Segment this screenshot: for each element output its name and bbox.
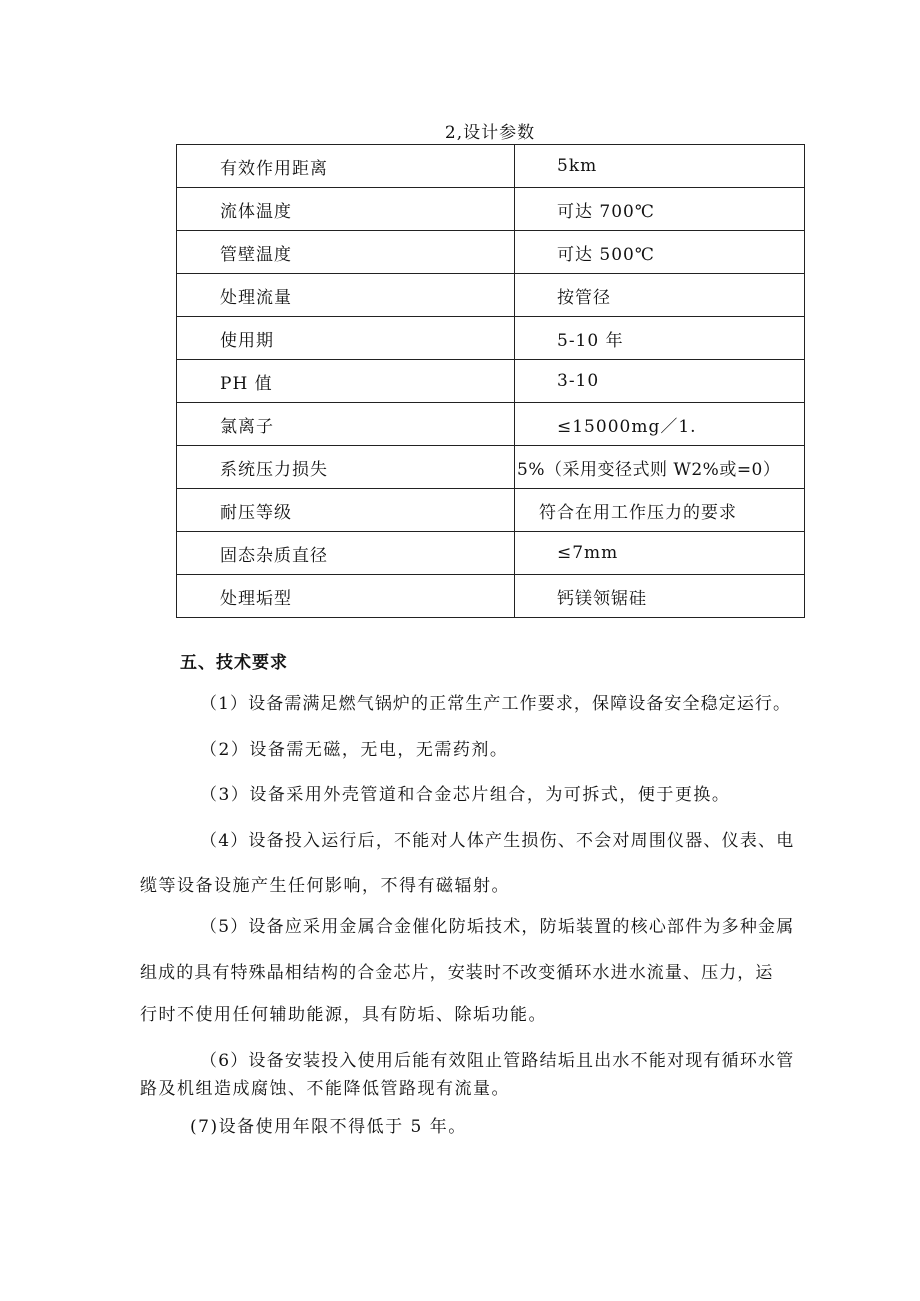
design-parameters-table xyxy=(176,144,805,618)
table-row xyxy=(177,532,805,575)
section-title: 五、技术要求 xyxy=(180,653,288,673)
table-row xyxy=(177,446,805,489)
param-name: 系统压力损失 xyxy=(177,446,515,489)
table-row xyxy=(177,145,805,188)
param-name: 使用期 xyxy=(177,317,515,360)
param-value: 5km xyxy=(515,145,805,188)
param-name: 耐压等级 xyxy=(177,489,515,532)
param-name: 管壁温度 xyxy=(177,231,515,274)
table-row xyxy=(177,231,805,274)
param-value: 符合在用工作压力的要求 xyxy=(515,489,805,532)
table-row xyxy=(177,403,805,446)
param-value: 5-10 年 xyxy=(515,317,805,360)
table-row xyxy=(177,489,805,532)
param-value: 3-10 xyxy=(515,360,805,403)
table-row xyxy=(177,274,805,317)
param-value: ≤15000mg／1. xyxy=(515,403,805,446)
requirement-line: （3）设备采用外壳管道和合金芯片组合，为可拆式，便于更换。 xyxy=(200,785,731,805)
param-name: 处理垢型 xyxy=(177,575,515,618)
requirement-line: (7)设备使用年限不得低于 5 年。 xyxy=(190,1117,467,1137)
param-value: 可达 500℃ xyxy=(515,231,805,274)
param-value: 可达 700℃ xyxy=(515,188,805,231)
requirement-line: 行时不使用任何辅助能源，具有防垢、除垢功能。 xyxy=(140,1005,547,1025)
param-name: 处理流量 xyxy=(177,274,515,317)
table-row xyxy=(177,360,805,403)
param-name: 固态杂质直径 xyxy=(177,532,515,575)
requirement-line: （6）设备安装投入使用后能有效阻止管路结垢且出水不能对现有循环水管 xyxy=(200,1051,795,1071)
requirement-line: 组成的具有特殊晶相结构的合金芯片，安装时不改变循环水进水流量、压力，运 xyxy=(140,963,774,983)
requirement-line: （4）设备投入运行后，不能对人体产生损伤、不会对周围仪器、仪表、电 xyxy=(200,831,795,851)
requirement-line: （5）设备应采用金属合金催化防垢技术，防垢装置的核心部件为多种金属 xyxy=(200,917,795,937)
param-name: 氯离子 xyxy=(177,403,515,446)
param-value: 钙镁领锯硅 xyxy=(515,575,805,618)
param-name: 流体温度 xyxy=(177,188,515,231)
param-value: 按管径 xyxy=(515,274,805,317)
table-row xyxy=(177,317,805,360)
param-value: ≤7mm xyxy=(515,532,805,575)
table-row xyxy=(177,575,805,618)
requirement-line: （1）设备需满足燃气锅炉的正常生产工作要求，保障设备安全稳定运行。 xyxy=(200,694,792,714)
requirement-line: 路及机组造成腐蚀、不能降低管路现有流量。 xyxy=(140,1079,510,1099)
table-caption: 2,设计参数 xyxy=(444,123,536,143)
table-row xyxy=(177,188,805,231)
requirement-line: 缆等设备设施产生任何影响，不得有磁辐射。 xyxy=(140,876,510,896)
param-name: 有效作用距离 xyxy=(177,145,515,188)
param-value: 5%（采用变径式则 W2%或=0） xyxy=(515,446,805,489)
param-name: PH 值 xyxy=(177,360,515,403)
requirement-line: （2）设备需无磁，无电，无需药剂。 xyxy=(200,740,509,760)
